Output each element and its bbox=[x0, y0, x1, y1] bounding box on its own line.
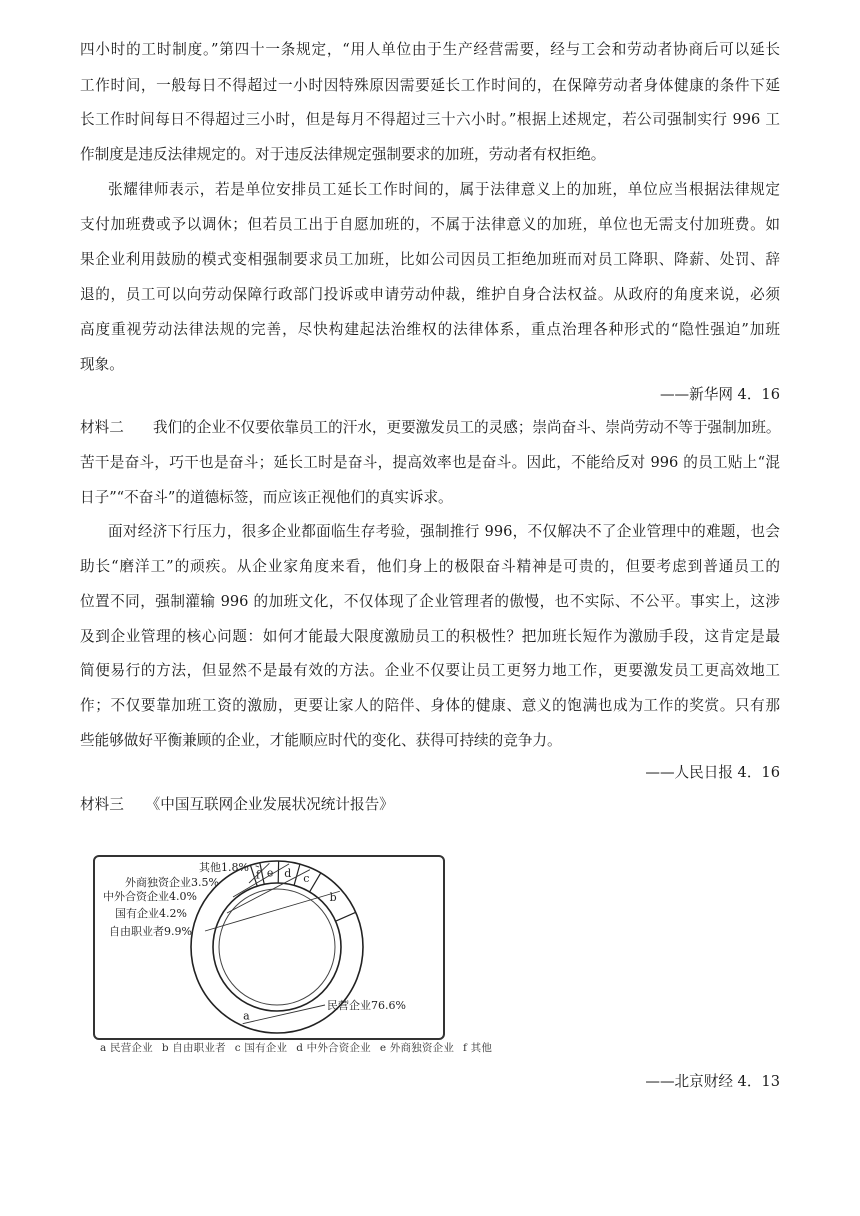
text-line: 四小时的工时制度。”第四十一条规定，“用人单位由于生产经营需要，经与工会和劳动者协商后可以延长 bbox=[80, 41, 780, 58]
text-line: 及到企业管理的核心问题：如何才能最大限度激励员工的积极性？把加班长短作为激励手段，这肯定是最 bbox=[80, 628, 780, 645]
source-citation: ——北京财经 4．13 bbox=[645, 1073, 780, 1090]
legend-item: b 自由职业者 bbox=[161, 1042, 226, 1054]
material-three-title: 材料三 《中国互联网企业发展状况统计报告》 bbox=[80, 796, 394, 813]
text-line: 退的，员工可以向劳动保障行政部门投诉或申请劳动仲裁，维护自身合法权益。从政府的角度来说，必须 bbox=[80, 286, 780, 303]
text-line: 作；不仅要靠加班工资的激励，更要让家人的陪伴、身体的健康、意义的饱满也成为工作的奖赏。只有那 bbox=[80, 697, 780, 714]
legend-item: a 民营企业 bbox=[100, 1042, 153, 1054]
slice-letter-d: d bbox=[284, 866, 292, 880]
text-line: 作制度是违反法律规定的。对于违反法律规定强制要求的加班，劳动者有权拒绝。 bbox=[80, 146, 606, 163]
text-line: 果企业利用鼓励的模式变相强制要求员工加班，比如公司因员工拒绝加班而对员工降职、降薪、处罚、辞 bbox=[80, 251, 780, 268]
slice-letter-a: a bbox=[243, 1009, 250, 1023]
slice-letter-b: b bbox=[329, 891, 337, 905]
material-two-heading-line: 材料二 我们的企业不仅要依靠员工的汗水，更要激发员工的灵感；崇尚奋斗、崇尚劳动不等于强制加班。 bbox=[80, 419, 781, 436]
callout-label-e: 外商独资企业3.5% bbox=[125, 876, 219, 889]
text-line: 工作时间，一般每日不得超过一小时因特殊原因需要延长工作时间的，在保障劳动者身体健康的条件下延 bbox=[80, 77, 780, 94]
callout-label-b: 自由职业者9.9% bbox=[109, 925, 192, 938]
ring-core bbox=[219, 889, 335, 1005]
text-line: 长工作时间每日不得超过三小时，但是每月不得超过三十六小时。”根据上述规定，若公司强制实行 996 工 bbox=[80, 111, 780, 128]
slice-letter-f: f bbox=[255, 868, 260, 882]
text-line: 位置不同，强制灌输 996 的加班文化，不仅体现了企业管理者的傲慢，也不实际、不公平。事实上，这涉 bbox=[80, 593, 780, 610]
text-line: 支付加班费或予以调休；但若员工出于自愿加班的，不属于法律意义的加班，单位也无需支付加班费。如 bbox=[80, 216, 780, 233]
slice-boundary-a bbox=[336, 912, 356, 921]
source-citation: ——新华网 4．16 bbox=[659, 386, 780, 403]
slice-letter-e: e bbox=[266, 866, 274, 880]
ring-chart bbox=[95, 857, 443, 1038]
legend-item: d 中外合资企业 bbox=[296, 1042, 371, 1054]
slice-boundary-b bbox=[310, 873, 321, 892]
callout-line-f bbox=[256, 866, 259, 867]
callout-line-b bbox=[205, 891, 340, 931]
text-line: 简便易行的方法，但显然不是最有效的方法。企业不仅要让员工更努力地工作，更要激发员工更高效地工 bbox=[80, 662, 780, 679]
legend-item: c 国有企业 bbox=[234, 1042, 288, 1054]
slice-letter-c: c bbox=[303, 871, 310, 885]
text-line: 高度重视劳动法律法规的完善，尽快构建起法治维权的法律体系，重点治理各种形式的“隐性强迫”加班 bbox=[80, 321, 780, 338]
legend-item: e 外商独资企业 bbox=[379, 1042, 455, 1054]
text-line: 助长“磨洋工”的顽疾。从企业家角度来看，他们身上的极限奋斗精神是可贵的，但要考虑到普通员工的 bbox=[80, 558, 780, 575]
callout-label-f: 其他1.8% bbox=[199, 861, 249, 874]
chart-legend bbox=[100, 1040, 501, 1055]
slice-boundary-c bbox=[294, 864, 300, 885]
source-citation: ——人民日报 4．16 bbox=[645, 764, 780, 781]
callout-label-c: 国有企业4.2% bbox=[115, 907, 187, 920]
text-line: 面对经济下行压力，很多企业都面临生存考验，强制推行 996，不仅解决不了企业管理中的难题，也会 bbox=[108, 523, 780, 540]
callout-label-d: 中外合资企业4.0% bbox=[103, 890, 197, 903]
legend-item: f 其他 bbox=[463, 1042, 493, 1054]
text-line: 张耀律师表示，若是单位安排员工延长工作时间的，属于法律意义上的加班，单位应当根据法律规定 bbox=[108, 181, 780, 198]
text-line: 日子”“不奋斗”的道德标签，而应该正视他们的真实诉求。 bbox=[80, 489, 453, 506]
text-line: 些能够做好平衡兼顾的企业，才能顺应时代的变化、获得可持续的竞争力。 bbox=[80, 732, 562, 749]
text-line: 现象。 bbox=[80, 356, 124, 373]
chart-frame bbox=[93, 855, 445, 1040]
ring-inner bbox=[213, 883, 341, 1011]
text-line: 苦干是奋斗，巧干也是奋斗；延长工时是奋斗，提高效率也是奋斗。因此，不能给反对 996 的员工贴上“混 bbox=[80, 454, 780, 471]
callout-label-a: 民营企业76.6% bbox=[327, 999, 406, 1012]
